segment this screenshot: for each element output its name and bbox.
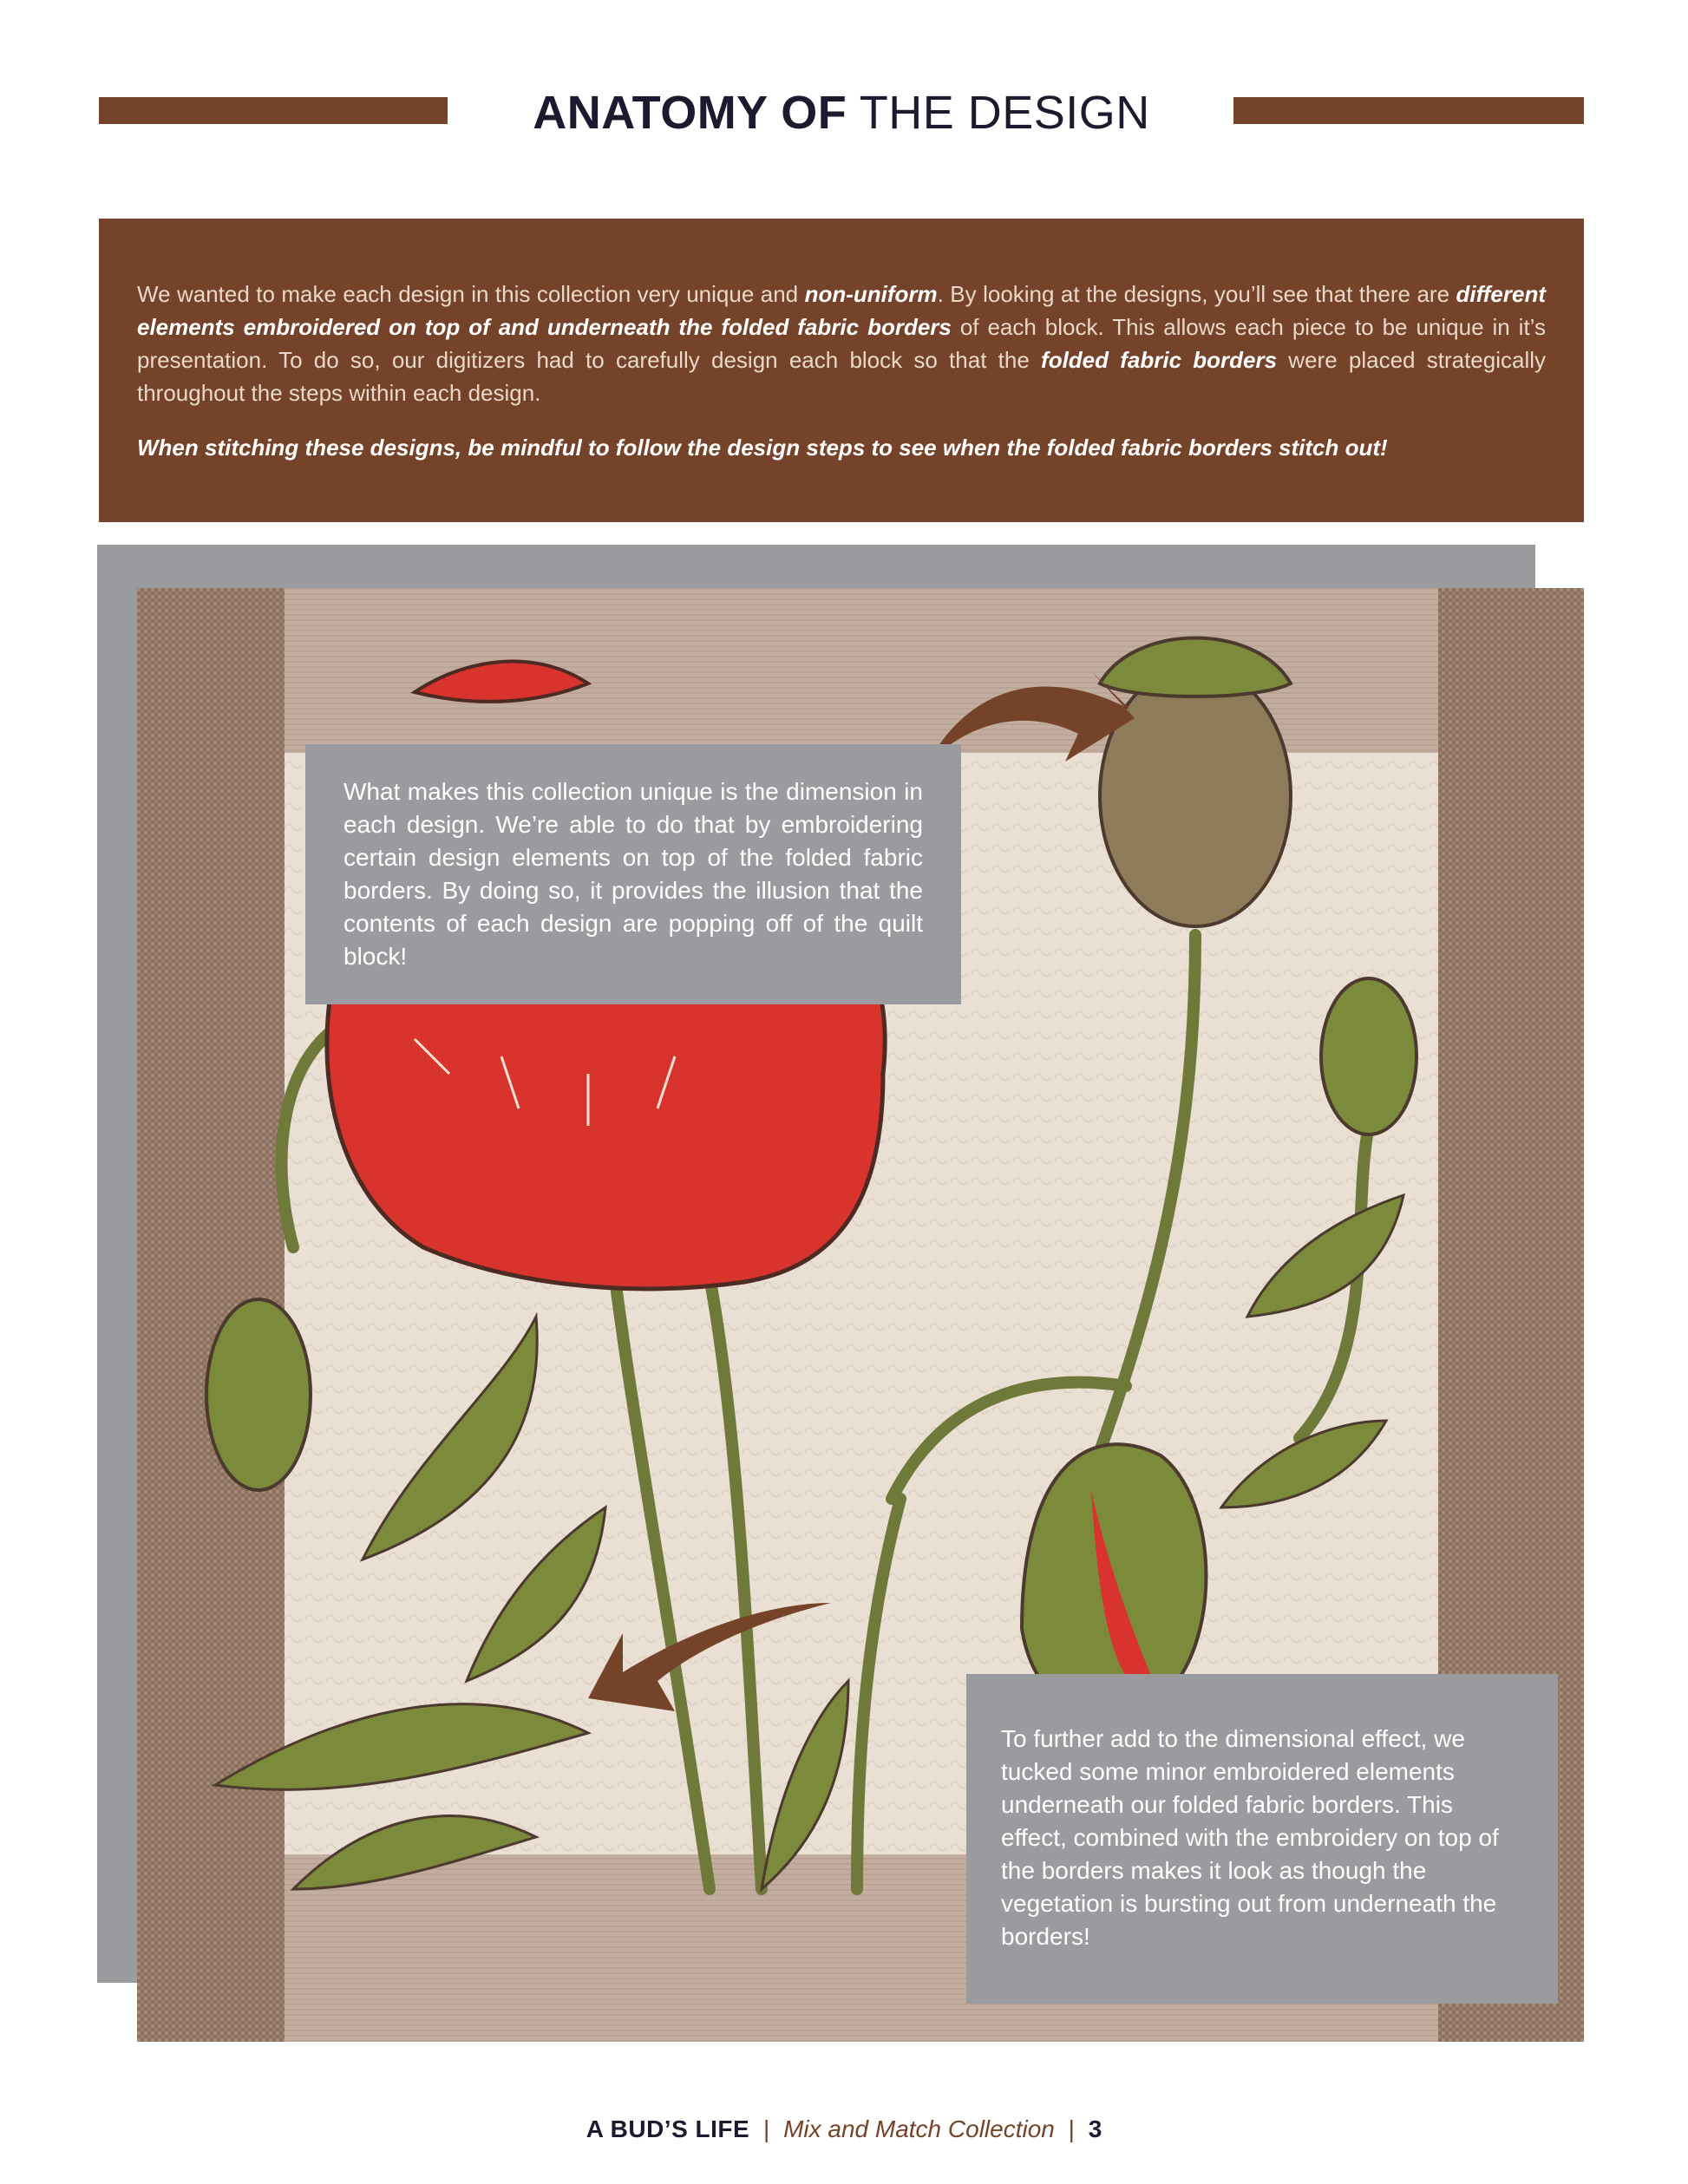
intro-paragraph <box>137 278 1546 409</box>
poppy-seed-pod <box>1100 638 1291 927</box>
page-title-light: THE DESIGN <box>859 87 1150 139</box>
intro-box <box>99 219 1584 522</box>
intro-text-4: were placed strategically throughout the steps within each design. <box>137 347 1547 406</box>
intro-text-2: . By looking at the designs, you’ll see that there are <box>937 281 1456 307</box>
footer-separator-2: | <box>1068 2115 1075 2142</box>
header-rule-right <box>1233 97 1584 124</box>
page-title-bold: ANATOMY OF <box>533 87 847 139</box>
intro-emphasis-1: non-uniform <box>804 281 938 307</box>
intro-text-3: of each block. This allows each piece to be unique in it’s presentation. To do so, our digitizers had to carefully design each block so that the <box>137 314 1546 373</box>
footer-separator-1: | <box>763 2115 770 2142</box>
footer-brand: A BUD’S LIFE <box>586 2115 750 2142</box>
callout-top: What makes this collection unique is the dimension in each design. We’re able to do that by embroidering certain design elements on top of the folded fabric borders. By doing so, it provides the illusion that the contents of each design are popping off of the quilt block! <box>305 744 961 1004</box>
page-number: 3 <box>1088 2115 1102 2142</box>
page-footer <box>0 2115 1688 2144</box>
page-title <box>451 85 1232 141</box>
callout-bottom: To further add to the dimensional effect, we tucked some minor embroidered elements underneath our folded fabric borders. This effect, combined with the embroidery on top of the borders makes it look as though the vegetation is bursting out from underneath the borders! <box>966 1674 1558 2004</box>
intro-emphasis-3: folded fabric borders <box>1041 347 1278 373</box>
intro-text-1: We wanted to make each design in this collection very unique and <box>137 281 805 307</box>
footer-collection: Mix and Match Collection <box>783 2115 1055 2142</box>
intro-emphasis-2: different elements embroidered on top of and underneath the folded fabric borders <box>137 281 1546 340</box>
header-rule-left <box>99 97 448 124</box>
intro-warning: When stitching these designs, be mindful to follow the design steps to see when the folded fabric borders stitch out! <box>137 435 1388 461</box>
